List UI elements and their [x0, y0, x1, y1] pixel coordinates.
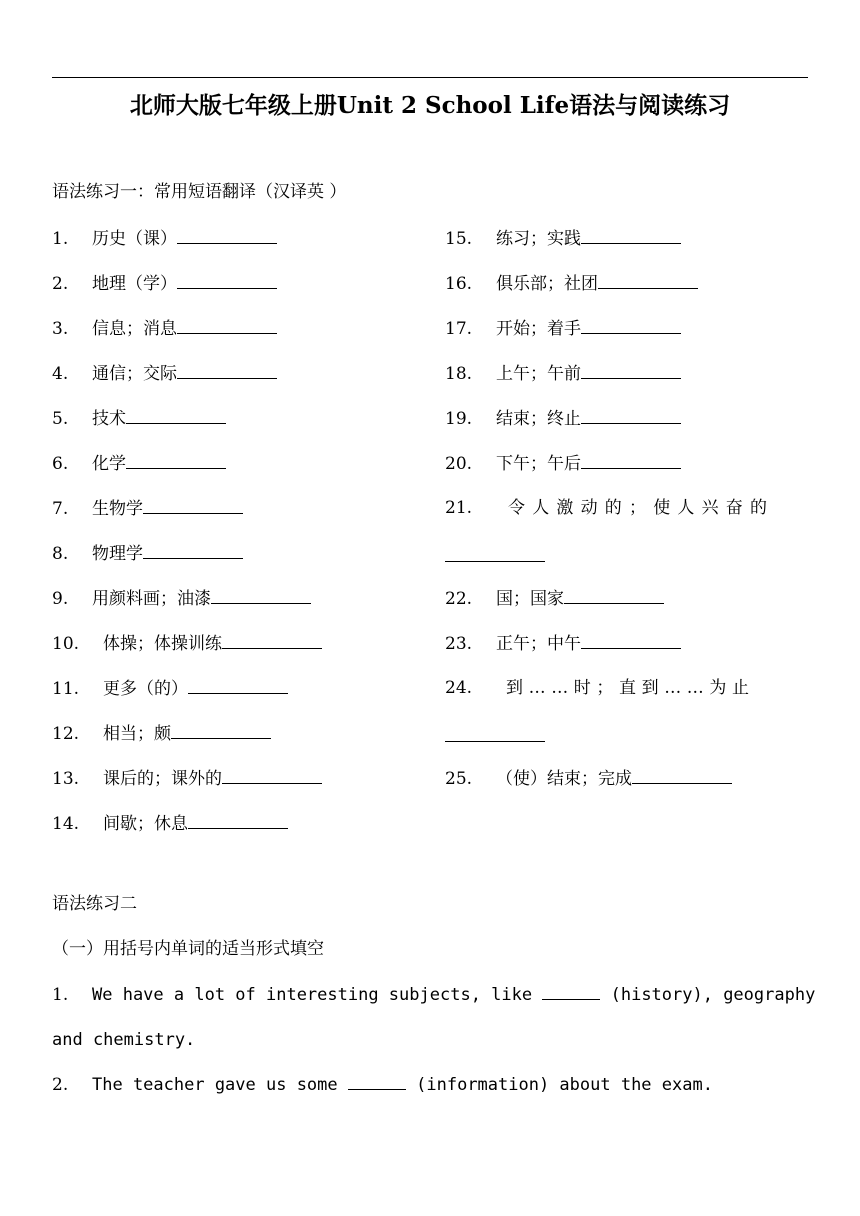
answer-blank [581, 632, 681, 649]
list-item [445, 632, 681, 655]
item-number: 11. [52, 679, 80, 699]
item-text: 体操；体操训练 [103, 634, 222, 654]
item-number: 17. [445, 319, 473, 339]
item-text: 通信；交际 [92, 364, 177, 384]
item-text: 到……时；直到……为止 [506, 678, 755, 698]
item-number: 10. [52, 634, 80, 654]
item-text: 地理（学） [92, 274, 177, 294]
list-item [52, 722, 271, 745]
item-text: 更多（的） [103, 679, 188, 699]
question-text-before: We have a lot of interesting subjects, like [92, 985, 533, 1005]
list-item [445, 677, 755, 699]
list-item [52, 317, 277, 340]
list-item [445, 272, 698, 295]
answer-blank [177, 317, 277, 334]
answer-blank [211, 587, 311, 604]
item-text: 用颜料画；油漆 [92, 589, 211, 609]
item-text: （使）结束；完成 [496, 769, 632, 789]
answer-blank [143, 542, 243, 559]
list-item [52, 362, 277, 385]
item-text: 物理学 [92, 544, 143, 564]
item-text: 令人激动的；使人兴奋的 [508, 498, 775, 518]
answer-blank [126, 407, 226, 424]
item-number: 1. [52, 229, 69, 249]
answer-blank [598, 272, 698, 289]
list-item [52, 452, 226, 475]
item-text: 国；国家 [496, 589, 564, 609]
answer-blank [445, 545, 545, 562]
question-text-after: (information) about the exam. [416, 1075, 713, 1095]
item-number: 2. [52, 274, 69, 294]
item-number: 14. [52, 814, 80, 834]
item-number: 21. [445, 498, 473, 518]
question-number: 1. [52, 985, 69, 1005]
item-number: 12. [52, 724, 80, 744]
list-item [52, 542, 243, 565]
item-number: 4. [52, 364, 69, 384]
item-number: 15. [445, 229, 473, 249]
list-item [445, 407, 681, 430]
item-text: 上午；午前 [496, 364, 581, 384]
answer-blank [581, 362, 681, 379]
answer-blank [222, 767, 322, 784]
answer-blank [177, 362, 277, 379]
item-number: 19. [445, 409, 473, 429]
list-item [445, 587, 664, 610]
section2-heading: 语法练习二 [52, 894, 137, 914]
answer-blank [171, 722, 271, 739]
answer-blank [188, 677, 288, 694]
item-text: 正午；中午 [496, 634, 581, 654]
item-number: 20. [445, 454, 473, 474]
header-rule [52, 77, 808, 78]
list-item [52, 812, 288, 835]
question-text-after: (history), geography [610, 985, 816, 1005]
answer-blank [177, 272, 277, 289]
list-item [52, 407, 226, 430]
list-item [445, 497, 774, 519]
question-number: 2. [52, 1075, 69, 1095]
item-text: 信息；消息 [92, 319, 177, 339]
item-number: 24. [445, 678, 473, 698]
answer-blank [581, 317, 681, 334]
item-number: 18. [445, 364, 473, 384]
list-item [445, 227, 681, 250]
item-text: 化学 [92, 454, 126, 474]
item-number: 16. [445, 274, 473, 294]
answer-blank [564, 587, 664, 604]
list-item [52, 632, 322, 655]
answer-blank [126, 452, 226, 469]
list-item [52, 227, 277, 250]
answer-blank [348, 1075, 406, 1090]
item-text: 俱乐部；社团 [496, 274, 598, 294]
list-item [445, 362, 681, 385]
answer-blank [581, 452, 681, 469]
section1-heading: 语法练习一：常用短语翻译（汉译英 ） [52, 182, 347, 202]
item-text: 练习；实践 [496, 229, 581, 249]
item-number: 7. [52, 499, 69, 519]
item-text: 历史（课） [92, 229, 177, 249]
item-text: 开始；着手 [496, 319, 581, 339]
item-number: 6. [52, 454, 69, 474]
item-number: 13. [52, 769, 80, 789]
item-number: 23. [445, 634, 473, 654]
item-number: 22. [445, 589, 473, 609]
item-text: 技术 [92, 409, 126, 429]
list-item [52, 272, 277, 295]
item-number: 25. [445, 769, 473, 789]
item-text: 间歇；休息 [103, 814, 188, 834]
answer-blank [143, 497, 243, 514]
item-text: 生物学 [92, 499, 143, 519]
question-1 [52, 984, 815, 1006]
item-number: 3. [52, 319, 69, 339]
list-item [445, 767, 732, 790]
answer-blank [581, 407, 681, 424]
answer-blank [542, 985, 600, 1000]
answer-blank [222, 632, 322, 649]
item-text: 下午；午后 [496, 454, 581, 474]
answer-blank [632, 767, 732, 784]
item-number: 5. [52, 409, 69, 429]
list-item [52, 497, 243, 520]
answer-blank [581, 227, 681, 244]
list-item [52, 767, 322, 790]
question-text-before: The teacher gave us some [92, 1075, 338, 1095]
question-1-continuation: and chemistry. [52, 1030, 196, 1050]
page-title: 北师大版七年级上册Unit 2 School Life语法与阅读练习 [129, 92, 731, 119]
answer-blank [177, 227, 277, 244]
section2-subheading: （一）用括号内单词的适当形式填空 [52, 939, 324, 959]
item-number: 9. [52, 589, 69, 609]
list-item [445, 317, 681, 340]
answer-blank [188, 812, 288, 829]
question-2 [52, 1074, 713, 1096]
item-text: 课后的；课外的 [103, 769, 222, 789]
item-number: 8. [52, 544, 69, 564]
list-item [52, 587, 311, 610]
item-text: 结束；终止 [496, 409, 581, 429]
item-text: 相当；颇 [103, 724, 171, 744]
answer-blank [445, 725, 545, 742]
list-item [52, 677, 288, 700]
list-item [445, 452, 681, 475]
